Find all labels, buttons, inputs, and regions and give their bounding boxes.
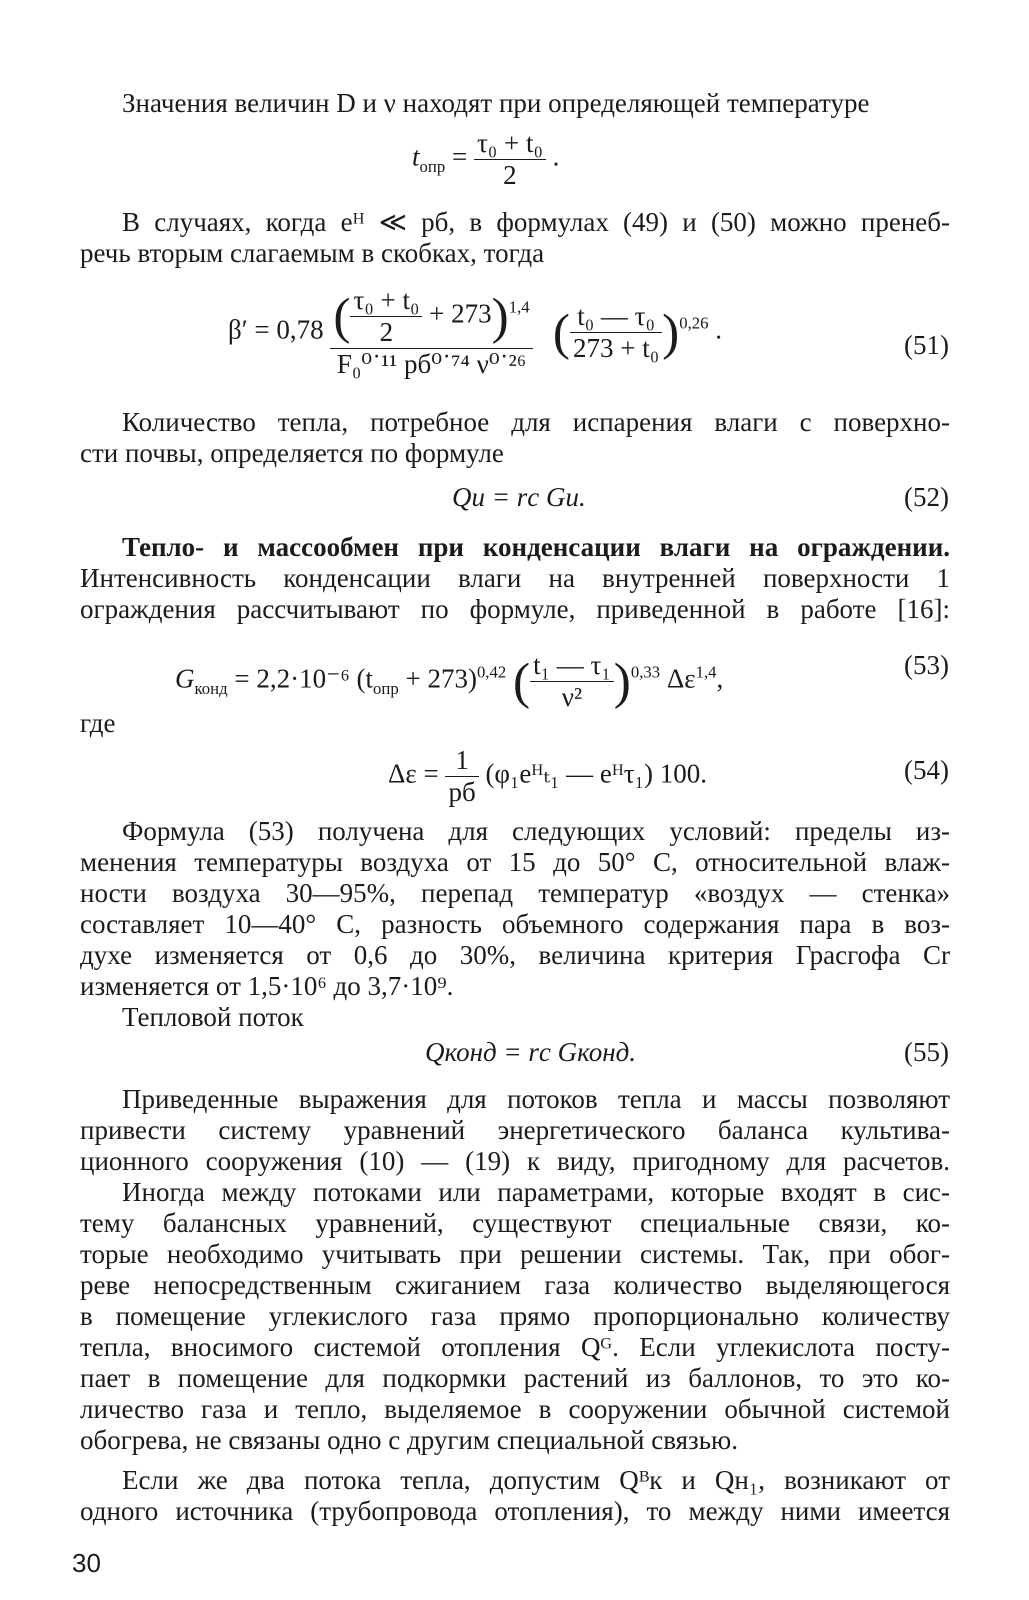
paragraph-line: ности воздуха 30—95%, перепад температур «воздух — стенка» xyxy=(80,878,950,908)
paragraph-line: речь вторым слагаемым в скобках, тогда xyxy=(80,238,545,268)
paragraph-line: духе изменяется от 0,6 до 30%, величина критерия Грасгофа Cr xyxy=(80,940,950,970)
paragraph-line: личество газа и тепло, выделяемое в сооружении обычной системой xyxy=(80,1394,950,1424)
paragraph-line: ционного сооружения (10) — (19) к виду, пригодному для расчетов. xyxy=(80,1146,950,1176)
paragraph-line: Интенсивность конденсации влаги на внутренней поверхности 1 xyxy=(80,563,950,593)
paragraph-line: одного источника (трубопровода отопления), то между ними имеется xyxy=(80,1496,950,1526)
paragraph-line: где xyxy=(80,708,116,738)
paragraph-line: Если же два потока тепла, допустим Qᴮк и Qн₁, возникают от xyxy=(122,1465,950,1495)
page-number: 30 xyxy=(72,1548,101,1578)
paragraph-line: сти почвы, определяется по формуле xyxy=(80,438,504,468)
equation-number: (51) xyxy=(904,330,949,360)
equation-number: (55) xyxy=(904,1037,949,1067)
paragraph-line: реве непосредственным сжиганием газа количество выделяющегося xyxy=(80,1270,950,1300)
paragraph-line: В случаях, когда eᴴ ≪ pб, в формулах (49) и (50) можно пренеб- xyxy=(122,207,950,237)
paragraph-line: изменяется от 1,5·10⁶ до 3,7·10⁹. xyxy=(80,971,454,1001)
paragraph-line: тепла, вносимого системой отопления Qᴳ. Если углекислота посту- xyxy=(80,1332,950,1362)
paragraph-line: торые необходимо учитывать при решении системы. Так, при обог- xyxy=(80,1239,950,1269)
paragraph-line: Иногда между потоками или параметрами, которые входят в сис- xyxy=(122,1177,950,1207)
paragraph-line: пает в помещение для подкормки растений из баллонов, то это ко- xyxy=(80,1363,950,1393)
paragraph-line: в помещение углекислого газа прямо пропорционально количеству xyxy=(80,1301,950,1331)
paragraph-line: Количество тепла, потребное для испарения влаги с поверхно- xyxy=(122,407,950,437)
paragraph-line: Приведенные выражения для потоков тепла и массы позволяют xyxy=(122,1084,950,1114)
equation-55: Qконд = rс Gконд. xyxy=(425,1037,637,1067)
equation-number: (53) xyxy=(904,650,949,680)
paragraph-line: Тепловой поток xyxy=(122,1002,304,1032)
paragraph-line: ограждения рассчитывают по формуле, приведенной в работе [16]: xyxy=(80,594,950,624)
equation-topr: $t_{опр}$ = $\frac{\text{τ₀ + t₀}}{2}$ . xyxy=(412,128,560,190)
paragraph-line: составляет 10—40° С, разность объемного содержания пара в воз- xyxy=(80,909,950,939)
paragraph-line: обогрева, не связаны одно с другим специальной связью. xyxy=(80,1425,738,1455)
equation-53: $G_{конд} = 2,2\cdot 10^{-6}$ $(t_{опр} + 273)^{0,42}$ ( $\frac{\text{t₁ — τ₁}}{\text{ν²}}$ )$^{0,33}$ Δε$^{1,4}$, xyxy=(175,650,724,712)
paragraph-line: привести систему уравнений энергетического баланса культива- xyxy=(80,1115,950,1145)
paragraph-line: Формула (53) получена для следующих условий: пределы из- xyxy=(122,816,950,846)
paragraph-line: Значения величин D и ν находят при определяющей температуре xyxy=(122,88,870,118)
paragraph-line: тему балансных уравнений, существуют специальные связи, ко- xyxy=(80,1208,950,1238)
equation-51: β′ = 0,78 ( $\frac{\text{τ₀ + t₀}}{2}$ + 273)$^{1,4}$ F₀⁰˙¹¹ pб⁰˙⁷⁴ ν⁰˙²⁶ ( $\frac{\text{t₀ — τ₀}}{\text{273 + t₀}}$ )$^{0,26}$ . xyxy=(228,285,723,379)
equation-54: Δε = $\frac{1}{pб}$ (φ₁eᴴₜ₁ — eᴴτ₁) 100. xyxy=(388,745,708,807)
equation-number: (52) xyxy=(904,482,949,512)
equation-52: Qи = rс Gи. xyxy=(452,482,586,512)
section-heading: Тепло- и массообмен при конденсации влаги на ограждении. xyxy=(122,532,950,562)
equation-number: (54) xyxy=(904,755,949,785)
paragraph-line: менения температуры воздуха от 15 до 50° С, относительной влаж- xyxy=(80,847,950,877)
